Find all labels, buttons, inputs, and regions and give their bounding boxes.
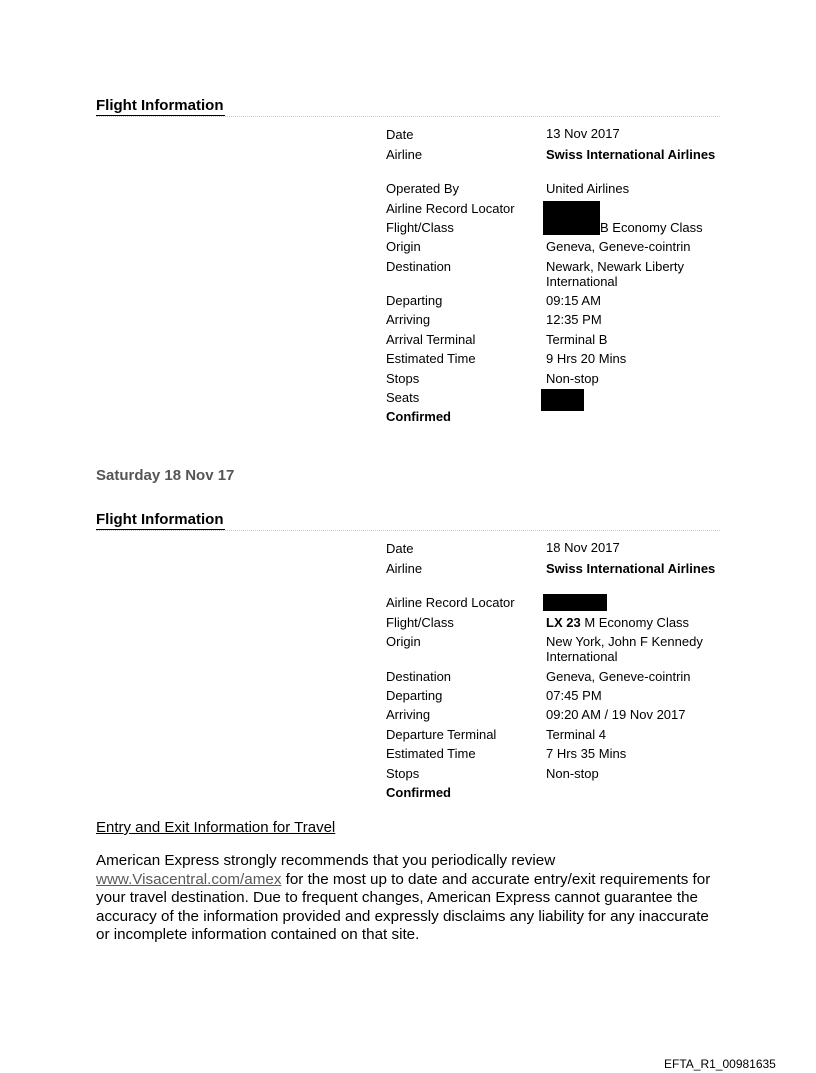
document-id: EFTA_R1_00981635 <box>664 1057 776 1071</box>
destination-value: Newark, Newark Liberty International <box>546 259 684 289</box>
estimated-time-value: 7 Hrs 35 Mins <box>546 746 627 761</box>
estimated-time-label: Estimated Time <box>386 351 476 366</box>
departing-label: Departing <box>386 293 443 308</box>
origin-label: Origin <box>386 634 421 649</box>
stops-label: Stops <box>386 766 420 781</box>
flight-number: LX 23 <box>546 615 581 630</box>
arriving-value: 09:20 AM / 19 Nov 2017 <box>546 707 686 722</box>
operated-by-value: United Airlines <box>546 181 630 196</box>
terminal-label: Departure Terminal <box>386 727 497 742</box>
entry-exit-paragraph: American Express strongly recommends that you periodically review www.Visacentral.com/amex for the most up to date and accurate entry/exit requirements for your travel destination. Due to frequent changes, American Express cannot guarantee the accuracy of the information provided and expressly disclaims any liability for any inaccurate or incomplete information contained on that site. <box>96 852 711 944</box>
departing-value: 07:45 PM <box>546 688 602 703</box>
arriving-label: Arriving <box>386 707 431 722</box>
airline-label: Airline <box>386 147 423 162</box>
airline-label: Airline <box>386 561 423 576</box>
date-value: 18 Nov 2017 <box>546 540 620 555</box>
origin-value: New York, John F Kennedy International <box>546 634 703 664</box>
flight-class-value <box>546 615 721 630</box>
terminal-label: Arrival Terminal <box>386 332 476 347</box>
destination-value: Geneva, Geneve-cointrin <box>546 669 691 684</box>
redaction-block <box>543 201 600 235</box>
day-heading: Saturday 18 Nov 17 <box>96 467 235 484</box>
status-confirmed: Confirmed <box>386 409 451 424</box>
record-locator-label: Airline Record Locator <box>386 595 515 610</box>
stops-label: Stops <box>386 371 420 386</box>
date-label: Date <box>386 541 414 556</box>
departing-label: Departing <box>386 688 443 703</box>
origin-value: Geneva, Geneve-cointrin <box>546 239 691 254</box>
entry-exit-heading: Entry and Exit Information for Travel <box>96 819 336 836</box>
arriving-label: Arriving <box>386 312 431 327</box>
departing-value: 09:15 AM <box>546 293 601 308</box>
airline-value: Swiss International Airlines <box>546 561 716 576</box>
stops-value: Non-stop <box>546 371 599 386</box>
arriving-value: 12:35 PM <box>546 312 602 327</box>
seats-label: Seats <box>386 390 420 405</box>
terminal-value: Terminal 4 <box>546 727 606 742</box>
redaction-block <box>543 594 607 611</box>
flight-class-label: Flight/Class <box>386 220 454 235</box>
stops-value: Non-stop <box>546 766 599 781</box>
record-locator-label: Airline Record Locator <box>386 201 515 216</box>
flight-info-heading-1: Flight Information <box>96 97 720 117</box>
redaction-block <box>541 389 584 411</box>
operated-by-label: Operated By <box>386 181 459 196</box>
date-label: Date <box>386 127 414 142</box>
airline-value: Swiss International Airlines <box>546 147 716 162</box>
flight-class-value: B Economy Class <box>600 220 703 235</box>
destination-label: Destination <box>386 259 452 274</box>
visacentral-link[interactable]: www.Visacentral.com/amex <box>96 870 282 888</box>
class-text: M Economy Class <box>584 615 690 630</box>
flight-info-heading-2: Flight Information <box>96 511 720 531</box>
destination-label: Destination <box>386 669 452 684</box>
status-confirmed: Confirmed <box>386 785 451 800</box>
estimated-time-value: 9 Hrs 20 Mins <box>546 351 627 366</box>
estimated-time-label: Estimated Time <box>386 746 476 761</box>
origin-label: Origin <box>386 239 421 254</box>
terminal-value: Terminal B <box>546 332 608 347</box>
date-value: 13 Nov 2017 <box>546 126 620 141</box>
flight-class-label: Flight/Class <box>386 615 454 630</box>
